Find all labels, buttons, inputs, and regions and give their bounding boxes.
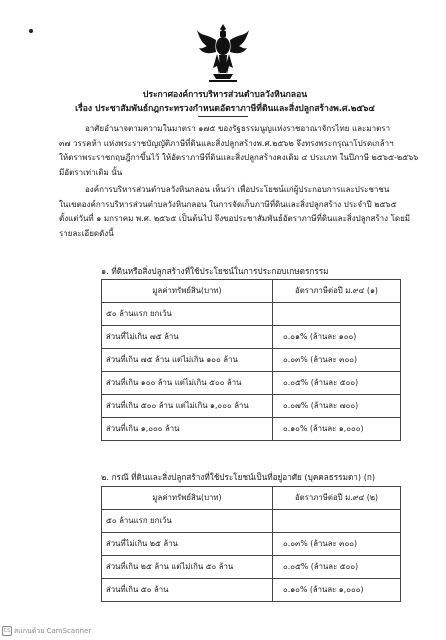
- paragraph-line: รายละเอียดดังนี้: [59, 228, 114, 238]
- paragraph-notice: [59, 183, 410, 241]
- rate-cell: ๐.๐๑% (ล้านละ ๑๐๐): [273, 326, 401, 349]
- table-row: [102, 326, 401, 349]
- paragraph-authority: [59, 122, 418, 180]
- announcement-subject: เรื่อง ประชาสัมพันธ์กฎกระทรวงกำหนดอัตราภาษีที่ดินและสิ่งปลูกสร้างพ.ศ.๒๕๖๔: [75, 104, 375, 114]
- garuda-emblem-icon: [195, 22, 251, 84]
- column-header-value: มูลค่าทรัพย์สิน(บาท): [102, 487, 273, 510]
- value-cell: ส่วนที่เกิน ๗๕ ล้าน แต่ไม่เกิน ๑๐๐ ล้าน: [102, 349, 273, 372]
- table-row: [102, 418, 401, 441]
- paragraph-line: มีอัตราเท่าเดิม นั้น: [59, 167, 123, 177]
- table-row: [102, 556, 401, 579]
- value-cell: ส่วนที่เกิน ๑๐๐ ล้าน แต่ไม่เกิน ๕๐๐ ล้าน: [102, 372, 273, 395]
- agriculture-tax-table: [101, 279, 401, 441]
- table-row: [102, 579, 401, 602]
- residential-tax-table: [101, 486, 401, 602]
- rate-cell: ๐.๐๕% (ล้านละ ๕๐๐): [273, 556, 401, 579]
- value-cell: ส่วนที่เกิน ๕๐๐ ล้าน แต่ไม่เกิน ๑,๐๐๐ ล้าน: [102, 395, 273, 418]
- value-cell: ส่วนที่เกิน ๒๕ ล้าน แต่ไม่เกิน ๕๐ ล้าน: [102, 556, 273, 579]
- rate-cell: ๐.๐๓% (ล้านละ ๓๐๐): [273, 533, 401, 556]
- rate-cell: ๐.๐๕% (ล้านละ ๕๐๐): [273, 372, 401, 395]
- rate-cell: [273, 303, 401, 326]
- section-1-heading: ๑. ที่ดินหรือสิ่งปลูกสร้างที่ใช้ประโยชน์ในการประกอบเกษตรกรรม: [101, 266, 329, 276]
- table-row: [102, 303, 401, 326]
- table-row: [102, 395, 401, 418]
- rate-cell: ๐.๑๐% (ล้านละ ๑,๐๐๐): [273, 418, 401, 441]
- paragraph-line: อาศัยอำนาจตามความในมาตรา ๑๗๕ ของรัฐธรรมนูญแห่งราชอาณาจักรไทย และมาตรา: [85, 124, 391, 133]
- section-2-heading: ๒. กรณี ที่ดินและสิ่งปลูกสร้างที่ใช้ประโยชน์เป็นที่อยู่อาศัย (บุคคลธรรมดา) (ก): [101, 472, 376, 482]
- table-header-row: [102, 280, 401, 303]
- value-cell: ๕๐ ล้านแรก ยกเว้น: [102, 303, 273, 326]
- table-header-row: [102, 487, 401, 510]
- table-row: [102, 372, 401, 395]
- column-header-rate: อัตราภาษีต่อปี ม.๙๔ (๑): [273, 280, 401, 303]
- column-header-rate: อัตราภาษีต่อปี ม.๙๔ (๒): [273, 487, 401, 510]
- value-cell: ส่วนที่เกิน ๕๐ ล้าน: [102, 579, 273, 602]
- table-row: [102, 349, 401, 372]
- table-row: [102, 510, 401, 533]
- paragraph-line: ในเขตองค์การบริหารส่วนตำบลวังหินกลอน ในการจัดเก็บภาษีที่ดินและสิ่งปลูกสร้าง ประจำปี ๒๕๖๕: [59, 199, 397, 209]
- watermark-text: สแกนด้วย CamScanner: [14, 627, 92, 635]
- rate-cell: ๐.๐๗% (ล้านละ ๗๐๐): [273, 395, 401, 418]
- paragraph-line: ให้ตราพระราชกฤษฎีกาขึ้นไว้ ให้อัตราภาษีที่ดินและสิ่งปลูกสร้างคงเดิม ๔ ประเภท ในปีภาษี ๒๕๖๕-๒๕๖๖: [59, 153, 419, 163]
- rate-cell: ๐.๑๐% (ล้านละ ๑,๐๐๐): [273, 579, 401, 602]
- paragraph-line: องค์การบริหารส่วนตำบลวังหินกลอน เห็นว่า เพื่อประโยชน์แก่ผู้ประกอบการและประชาชน: [85, 185, 390, 194]
- mark-dot: [29, 29, 33, 33]
- value-cell: ๕๐ ล้านแรก ยกเว้น: [102, 510, 273, 533]
- column-header-value: มูลค่าทรัพย์สิน(บาท): [102, 280, 273, 303]
- value-cell: ส่วนที่ไม่เกิน ๒๕ ล้าน: [102, 533, 273, 556]
- value-cell: ส่วนที่ไม่เกิน ๗๕ ล้าน: [102, 326, 273, 349]
- value-cell: ส่วนที่เกิน ๑,๐๐๐ ล้าน: [102, 418, 273, 441]
- camscanner-icon: CS: [3, 628, 11, 634]
- rate-cell: [273, 510, 401, 533]
- scanner-watermark: [2, 626, 91, 637]
- rate-cell: ๐.๐๓% (ล้านละ ๓๐๐): [273, 349, 401, 372]
- paragraph-line: ๓๗ วรรคห้า แห่งพระราชบัญญัติภาษีที่ดินและสิ่งปลูกสร้างพ.ศ.๒๕๖๒ จึงทรงพระกรุณาโปรดเกล้าฯ: [59, 138, 394, 148]
- title-divider: [198, 116, 248, 117]
- table-row: [102, 533, 401, 556]
- paragraph-line: ตั้งแต่วันที่ ๑ มกราคม พ.ศ. ๒๕๖๕ เป็นต้นไป จึงขอประชาสัมพันธ์อัตราภาษีที่ดินและสิ่งปลูกสร้าง โดยมี: [59, 214, 411, 224]
- announcement-title: ประกาศองค์การบริหารส่วนตำบลวังหินกลอน: [142, 90, 308, 100]
